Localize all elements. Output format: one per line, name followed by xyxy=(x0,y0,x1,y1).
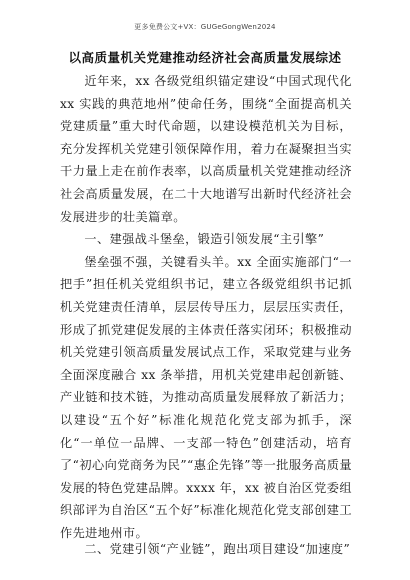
section-1-heading: 一、建强战斗堡垒，锻造引领发展“主引擎” xyxy=(84,232,325,247)
header-note: 更多免费公文+VX：GUGeGongWen2024 xyxy=(134,23,276,31)
document-body xyxy=(60,70,352,544)
intro-paragraph: 近年来，xx 各级党组织锚定建设“中国式现代化 xx 实践的典范地州”使命任务，围绕“全面提高机关党建质量”重大时代命题，以建设模范机关为目标，充分发挥机关党建引领保障作用，着力在凝聚担当实干力量上走在前作表率，以高质量机关党建推动经济社会高质量发展，在二十大地谱写出新时代经济社会发展进步的壮美篇章。 xyxy=(60,74,352,224)
section-2-heading: 二、党建引领“产业链”，跑出项目建设“加速度” xyxy=(84,542,351,556)
section-1-paragraph: 堡垒强不强，关键看头羊。xx 全面实施部门“一把手”担任机关党组织书记，建立各级党组织书记抓机关党建责任清单，层层传导压力，层层压实责任，形成了抓党建促发展的主体责任落实闭环；积极推动机关党建引领高质量发展试点工作，采取党建与业务全面深度融合 xx 条举措，用机关党建串起创新链、产业链和技术链，为推动高质量发展释放了新活力；以建设“五个好”标准化规范化党支部为抓手，深化“一单位一品牌、一支部一特色”创建活动，培育了“初心向党商务为民”“惠企先锋”等一批服务高质量发展的特色党建品牌。xxxx 年，xx 被自治区党委组织部评为自治区“五个好”标准化规范化党支部创建工作先进地州市。 xyxy=(60,254,352,540)
document-title: 以高质量机关党建推动经济社会高质量发展综述 xyxy=(68,50,342,65)
